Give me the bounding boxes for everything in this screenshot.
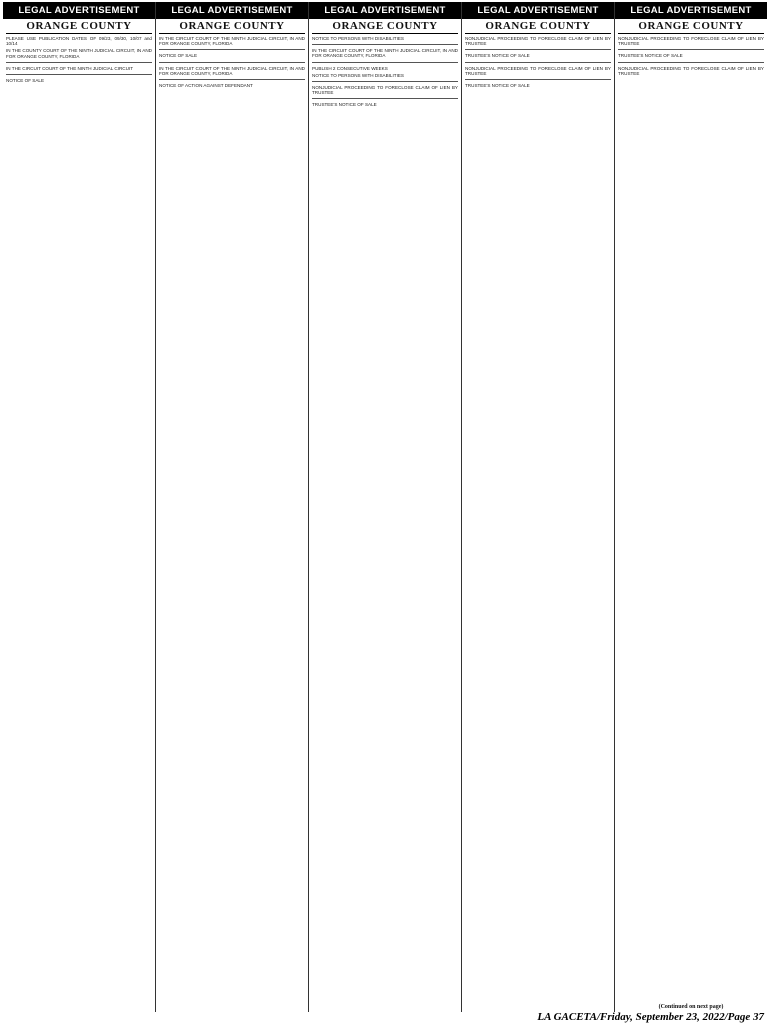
notice-divider: [312, 98, 458, 99]
column-5: [615, 2, 767, 1012]
notice-fragment: TRUSTEE'S NOTICE OF SALE: [465, 83, 530, 89]
county-header: ORANGE COUNTY: [465, 19, 611, 34]
notice-fragment: NONJUDICIAL PROCEEDING TO FORECLOSE CLAIM OF LIEN BY TRUSTEE: [465, 36, 611, 47]
notice-fragment: NOTICE OF SALE: [6, 78, 45, 84]
notice-divider: [159, 79, 305, 80]
notice-divider: [6, 74, 152, 75]
columns-container: [3, 2, 767, 1012]
page-footer: LA GACETA/Friday, September 23, 2022/Page 37: [537, 1011, 764, 1023]
legal-advertisement-bar: LEGAL ADVERTISEMENT: [462, 2, 614, 19]
county-header: ORANGE COUNTY: [312, 19, 458, 34]
notice-divider: [618, 62, 764, 63]
county-header: ORANGE COUNTY: [618, 19, 764, 34]
column-3: [309, 2, 462, 1012]
notice-fragment: IN THE CIRCUIT COURT OF THE NINTH JUDICIAL CIRCUIT, IN AND FOR ORANGE COUNTY, FLORIDA: [312, 48, 458, 59]
notice-fragment: NONJUDICIAL PROCEEDING TO FORECLOSE CLAIM OF LIEN BY TRUSTEE: [312, 85, 458, 96]
notice-fragment: PUBLISH 2 CONSECUTIVE WEEKS: [312, 65, 388, 71]
column-body: [465, 36, 611, 88]
notice-fragment: NONJUDICIAL PROCEEDING TO FORECLOSE CLAIM OF LIEN BY TRUSTEE: [618, 65, 764, 76]
column-body: [159, 36, 305, 88]
column-2: [156, 2, 309, 1012]
notice-fragment: TRUSTEE'S NOTICE OF SALE: [312, 102, 377, 108]
notice-fragment: IN THE CIRCUIT COURT OF THE NINTH JUDICIAL CIRCUIT, IN AND FOR ORANGE COUNTY, FLORIDA: [159, 65, 305, 76]
column-body: [618, 36, 764, 76]
notice-divider: [312, 81, 458, 82]
notice-divider: [618, 49, 764, 50]
legal-advertisement-bar: LEGAL ADVERTISEMENT: [615, 2, 767, 19]
notice-divider: [465, 49, 611, 50]
notice-divider: [159, 49, 305, 50]
notice-divider: [465, 62, 611, 63]
notice-fragment: PLEASE USE PUBLICATION DATES OF 09/23, 09/30, 10/07 and 10/14: [6, 36, 152, 47]
column-1: [3, 2, 156, 1012]
county-header: ORANGE COUNTY: [159, 19, 305, 34]
column-4: [462, 2, 615, 1012]
notice-divider: [312, 62, 458, 63]
notice-fragment: NOTICE OF SALE: [159, 53, 198, 59]
newspaper-page: [3, 2, 767, 1012]
legal-advertisement-bar: LEGAL ADVERTISEMENT: [3, 2, 155, 19]
notice-fragment: IN THE CIRCUIT COURT OF THE NINTH JUDICIAL CIRCUIT: [6, 65, 134, 71]
legal-advertisement-bar: LEGAL ADVERTISEMENT: [156, 2, 308, 19]
continued-note: (Continued on next page): [658, 1004, 724, 1010]
notice-fragment: NOTICE TO PERSONS WITH DISABILITIES: [312, 72, 404, 78]
notice-fragment: NONJUDICIAL PROCEEDING TO FORECLOSE CLAIM OF LIEN BY TRUSTEE: [465, 65, 611, 76]
notice-divider: [159, 62, 305, 63]
notice-divider: [312, 44, 458, 45]
notice-divider: [6, 62, 152, 63]
legal-advertisement-bar: LEGAL ADVERTISEMENT: [309, 2, 461, 19]
notice-fragment: NONJUDICIAL PROCEEDING TO FORECLOSE CLAIM OF LIEN BY TRUSTEE: [618, 36, 764, 47]
notice-fragment: NOTICE TO PERSONS WITH DISABILITIES: [312, 36, 404, 41]
notice-fragment: IN THE COUNTY COURT OF THE NINTH JUDICIAL CIRCUIT, IN AND FOR ORANGE COUNTY, FLORIDA: [6, 48, 152, 59]
column-body: [312, 36, 458, 108]
notice-fragment: IN THE CIRCUIT COURT OF THE NINTH JUDICIAL CIRCUIT, IN AND FOR ORANGE COUNTY, FLORIDA: [159, 36, 305, 47]
notice-fragment: NOTICE OF ACTION AGAINST DEFENDANT: [159, 83, 253, 89]
notice-fragment: TRUSTEE'S NOTICE OF SALE: [465, 53, 530, 59]
notice-divider: [465, 79, 611, 80]
county-header: ORANGE COUNTY: [6, 19, 152, 34]
column-body: [6, 36, 152, 83]
notice-fragment: TRUSTEE'S NOTICE OF SALE: [618, 53, 683, 59]
